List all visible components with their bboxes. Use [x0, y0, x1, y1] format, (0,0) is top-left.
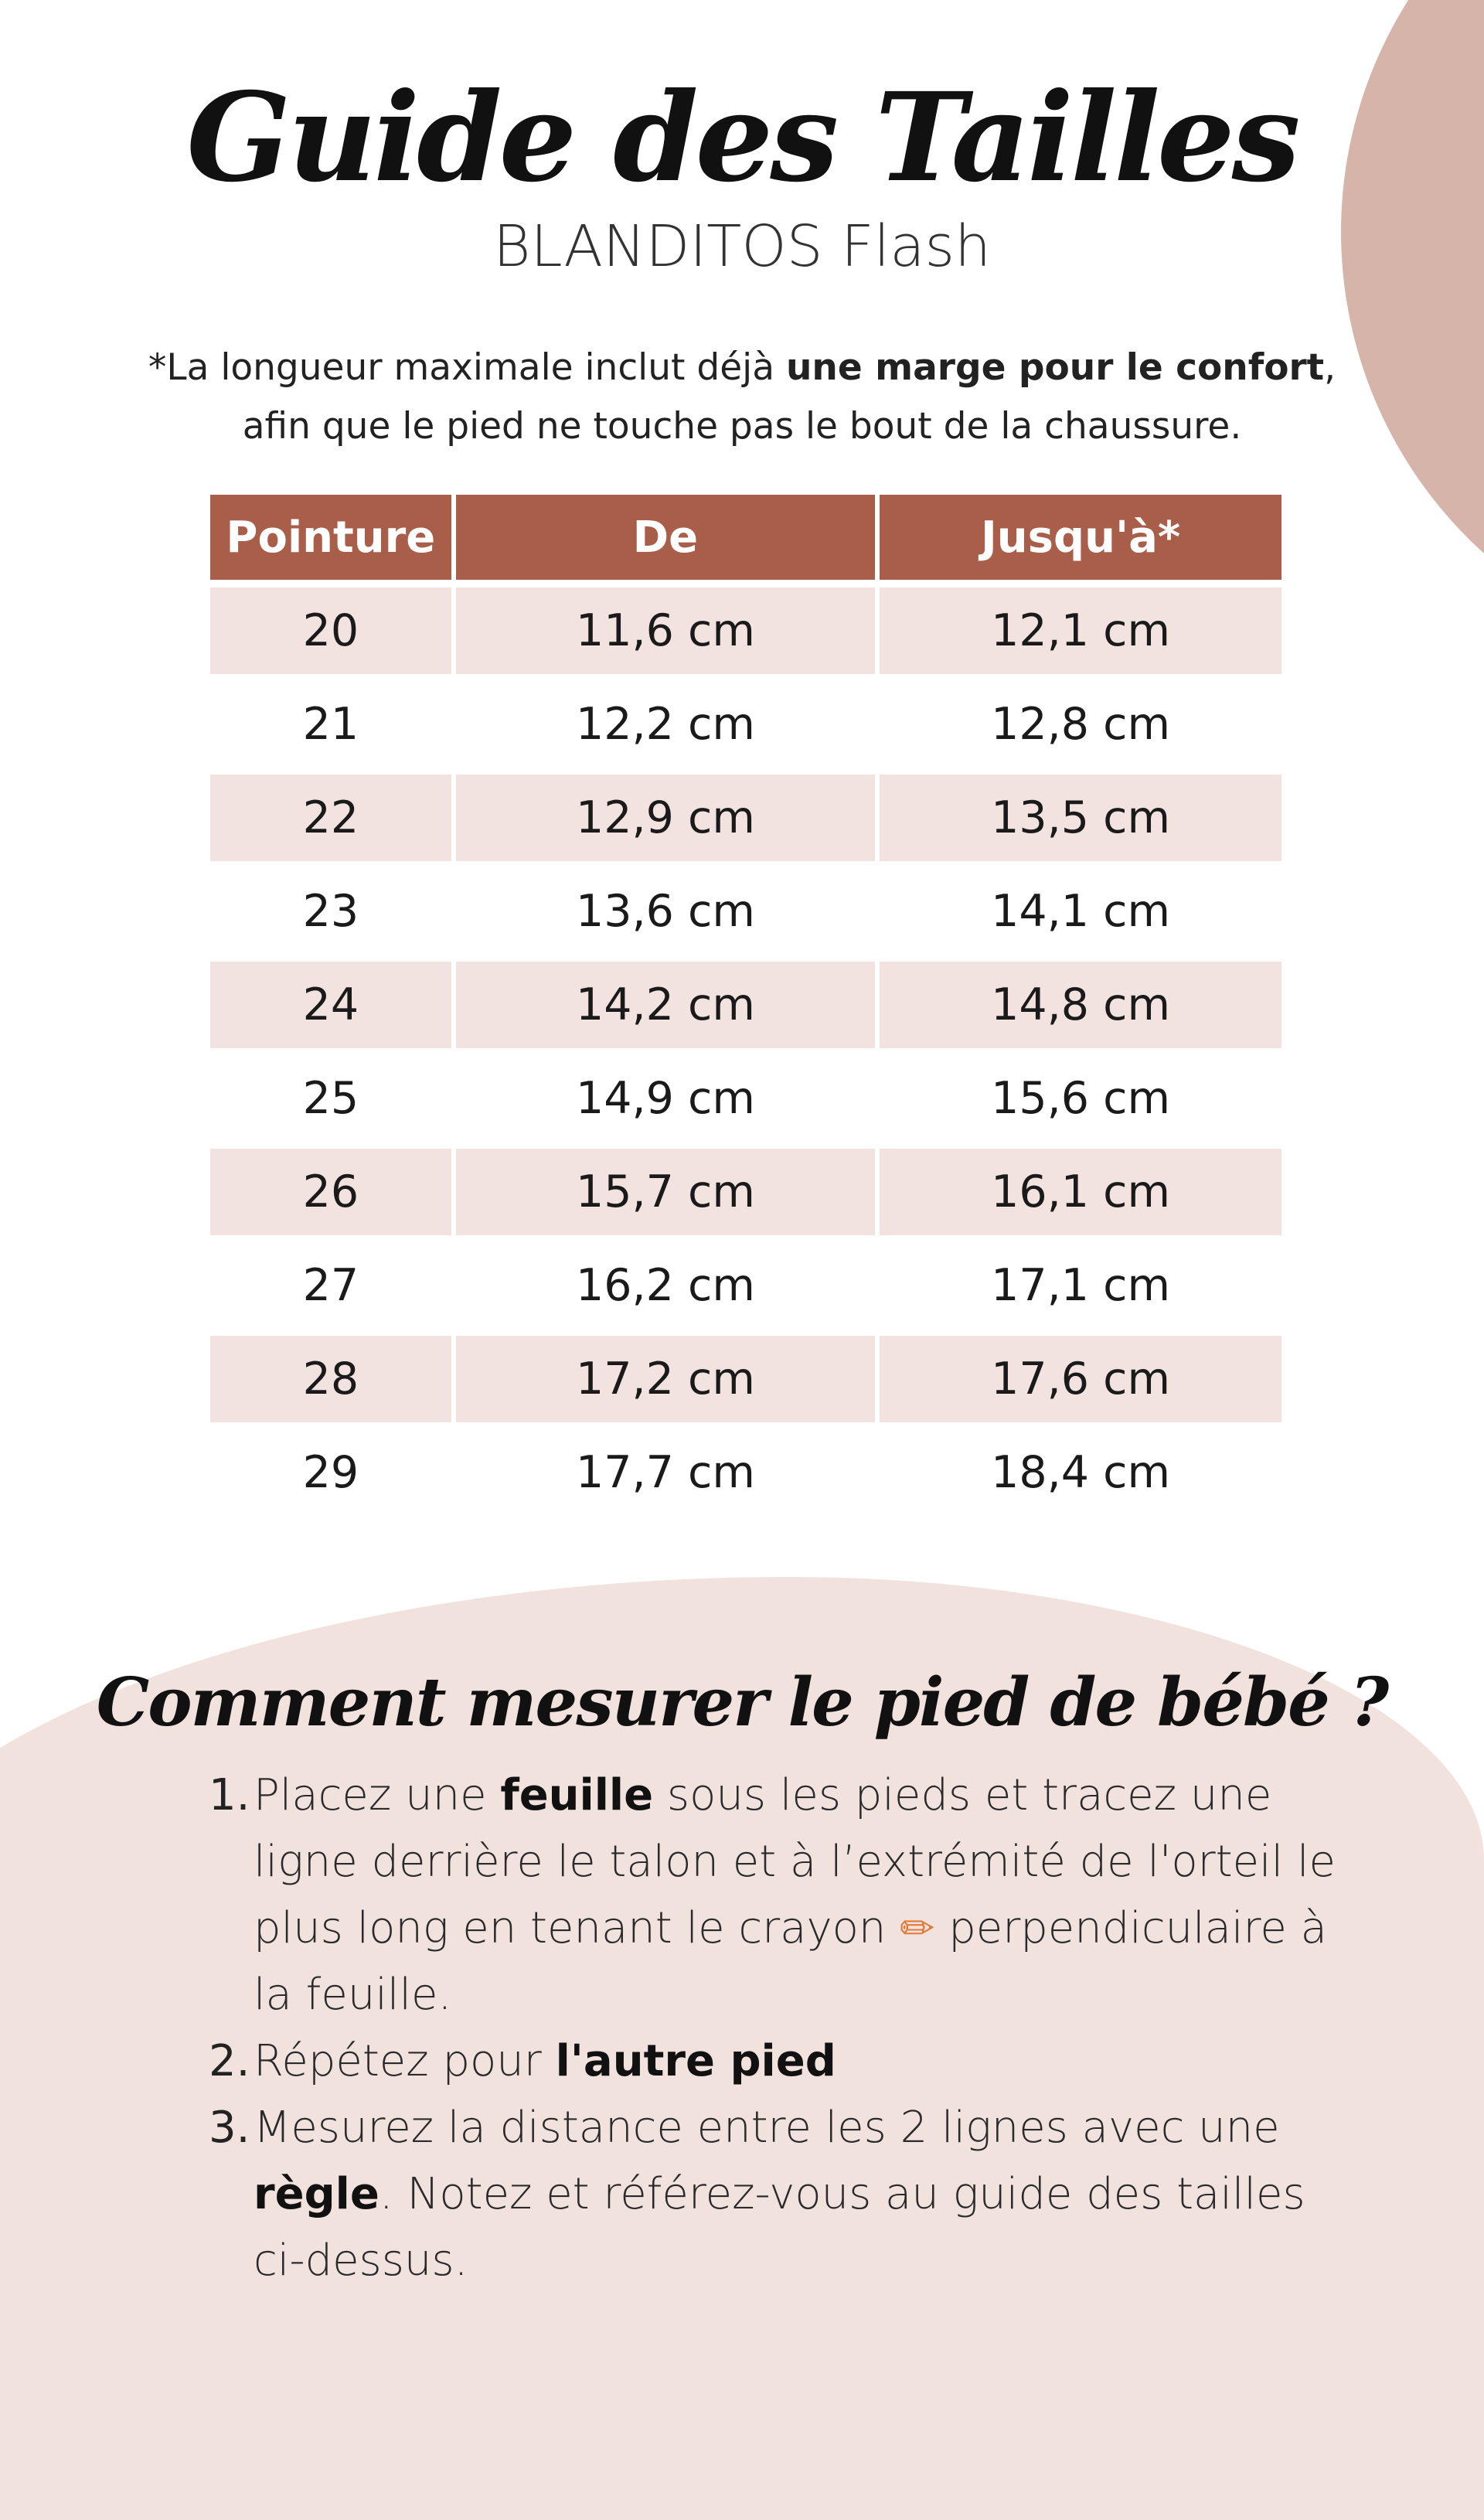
min-length-cell: 16,2 cm [456, 1242, 876, 1336]
max-length-cell: 12,8 cm [880, 681, 1281, 775]
step-text: Mesurez la distance entre les 2 lignes avec une [254, 2103, 1280, 2153]
max-length-cell: 17,1 cm [880, 1242, 1281, 1336]
table-row [210, 1242, 1281, 1336]
table-header-row [210, 495, 1281, 587]
step-text: perpendiculaire à la feuille. [254, 1903, 1327, 2020]
step-text: Placez une [254, 1770, 501, 1820]
max-length-cell: 12,1 cm [880, 587, 1281, 681]
step-item [209, 2028, 1368, 2095]
step-text: Répétez pour [254, 2036, 556, 2086]
intro-bold-text: une marge pour le confort [785, 346, 1325, 389]
min-length-cell: 12,9 cm [456, 775, 876, 868]
column-header-pointure: Pointure [210, 495, 451, 587]
table-row [210, 775, 1281, 868]
step-item [209, 1762, 1368, 2028]
max-length-cell: 14,1 cm [880, 868, 1281, 962]
column-header-jusqua: Jusqu'à* [880, 495, 1281, 587]
table-row [210, 681, 1281, 775]
max-length-cell: 18,4 cm [880, 1429, 1281, 1523]
step-number: 1. [209, 1770, 250, 1820]
size-cell: 23 [210, 868, 451, 962]
min-length-cell: 17,2 cm [456, 1336, 876, 1429]
step-text: sous les pieds et tracez une ligne derrière le talon et à l’extrémité de l'orteil le plus long en tenant le crayon [254, 1770, 1336, 1953]
measurement-steps [209, 1762, 1368, 2294]
step-item [209, 2095, 1368, 2294]
step-number: 2. [209, 2036, 250, 2086]
intro-note [124, 339, 1360, 456]
table-row [210, 1149, 1281, 1242]
pencil-icon: ✏ [900, 1904, 935, 1953]
intro-line-2: afin que le pied ne touche pas le bout de la chaussure. [242, 405, 1242, 448]
size-cell: 22 [210, 775, 451, 868]
min-length-cell: 14,9 cm [456, 1055, 876, 1149]
table-row [210, 1429, 1281, 1523]
step-bold-text: l'autre pied [555, 2036, 836, 2086]
howto-title: Comment mesurer le pied de bébé ? [96, 1664, 1388, 1742]
table-row [210, 1336, 1281, 1429]
size-table [206, 495, 1286, 1523]
intro-comma: , [1324, 346, 1336, 389]
max-length-cell: 14,8 cm [880, 962, 1281, 1055]
page-title: Guide des Tailles [186, 66, 1298, 209]
size-cell: 28 [210, 1336, 451, 1429]
size-cell: 24 [210, 962, 451, 1055]
size-cell: 29 [210, 1429, 451, 1523]
size-cell: 25 [210, 1055, 451, 1149]
max-length-cell: 17,6 cm [880, 1336, 1281, 1429]
size-cell: 27 [210, 1242, 451, 1336]
max-length-cell: 13,5 cm [880, 775, 1281, 868]
step-text: . Notez et référez-vous au guide des tailles ci-dessus. [254, 2169, 1305, 2286]
size-cell: 26 [210, 1149, 451, 1242]
size-cell: 21 [210, 681, 451, 775]
max-length-cell: 15,6 cm [880, 1055, 1281, 1149]
table-row [210, 868, 1281, 962]
table-row [210, 962, 1281, 1055]
table-row [210, 587, 1281, 681]
intro-text: *La longueur maximale inclut déjà [148, 346, 786, 389]
step-bold-text: feuille [500, 1770, 654, 1820]
column-header-de: De [456, 495, 876, 587]
min-length-cell: 14,2 cm [456, 962, 876, 1055]
min-length-cell: 17,7 cm [456, 1429, 876, 1523]
table-row [210, 1055, 1281, 1149]
min-length-cell: 13,6 cm [456, 868, 876, 962]
size-cell: 20 [210, 587, 451, 681]
step-bold-text: règle [254, 2169, 380, 2219]
product-name: BLANDITOS Flash [492, 213, 992, 280]
min-length-cell: 15,7 cm [456, 1149, 876, 1242]
step-number: 3. [209, 2103, 250, 2153]
min-length-cell: 11,6 cm [456, 587, 876, 681]
min-length-cell: 12,2 cm [456, 681, 876, 775]
max-length-cell: 16,1 cm [880, 1149, 1281, 1242]
